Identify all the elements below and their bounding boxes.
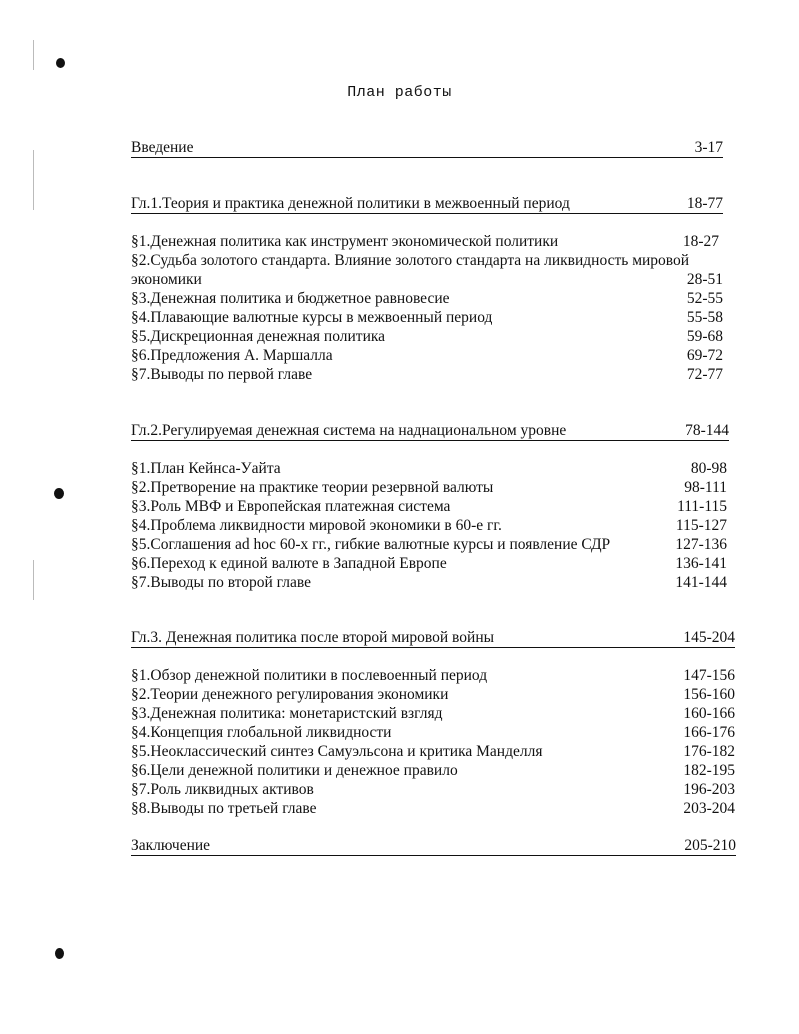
toc-pages: 69-72 [686, 347, 723, 364]
toc-label: Введение [131, 139, 194, 156]
toc-label: §4.Плавающие валютные курсы в межвоенный период [131, 309, 493, 326]
toc-conclusion [131, 836, 736, 856]
scan-edge-mark [33, 40, 34, 70]
toc-section [131, 516, 727, 535]
toc-chapter-3 [131, 628, 735, 648]
toc-pages: 176-182 [683, 743, 735, 760]
toc-pages: 59-68 [686, 328, 723, 345]
toc-section [131, 723, 735, 742]
toc-section [131, 554, 727, 573]
toc-pages: 141-144 [675, 574, 727, 591]
toc-label: §5.Соглашения ad hoc 60-х гг., гибкие валютные курсы и появление СДР [131, 536, 611, 553]
toc-pages: 182-195 [683, 762, 735, 779]
toc-label: Гл.1.Теория и практика денежной политики в межвоенный период [131, 195, 570, 212]
toc-label: §4.Концепция глобальной ликвидности [131, 724, 392, 741]
toc-pages: 55-58 [686, 309, 723, 326]
toc-label: §8.Выводы по третьей главе [131, 800, 317, 817]
toc-pages: 80-98 [690, 460, 727, 477]
toc-pages: 111-115 [677, 498, 727, 515]
punch-hole-icon [55, 948, 64, 959]
toc-label: §5.Неоклассический синтез Самуэльсона и критика Манделля [131, 743, 543, 760]
toc-label: §7.Выводы по первой главе [131, 366, 313, 383]
toc-chapter-2 [131, 421, 729, 441]
scan-edge-mark [33, 150, 34, 210]
punch-hole-icon [54, 488, 64, 499]
toc-pages: 52-55 [686, 290, 723, 307]
toc-section [131, 346, 723, 365]
toc-label: §7.Выводы по второй главе [131, 574, 311, 591]
toc-section [131, 289, 723, 308]
toc-pages: 136-141 [675, 555, 727, 572]
toc-section [131, 251, 727, 270]
toc-section [131, 666, 735, 685]
toc-label: §2.Претворение на практике теории резервной валюты [131, 479, 494, 496]
toc-label: §2.Судьба золотого стандарта. Влияние золотого стандарта на ликвидность мировой [131, 252, 690, 269]
toc-label: §4.Проблема ликвидности мировой экономики в 60-е гг. [131, 517, 502, 534]
toc-pages: 196-203 [683, 781, 735, 798]
toc-label: Заключение [131, 837, 211, 854]
toc-intro [131, 138, 723, 158]
toc-label: §6.Цели денежной политики и денежное правило [131, 762, 458, 779]
toc-pages: 156-160 [683, 686, 735, 703]
punch-hole-icon [56, 58, 65, 68]
toc-section [131, 780, 735, 799]
toc-pages: 18-77 [686, 195, 723, 212]
toc-pages: 72-77 [686, 366, 723, 383]
toc-pages: 147-156 [683, 667, 735, 684]
toc-pages: 98-111 [684, 479, 727, 496]
page-title: План работы [347, 84, 452, 101]
toc-section [131, 573, 727, 592]
toc-section [131, 308, 723, 327]
toc-label: §3.Роль МВФ и Европейская платежная система [131, 498, 451, 515]
toc-label: §5.Дискреционная денежная политика [131, 328, 386, 345]
toc-section [131, 685, 735, 704]
toc-section [131, 761, 735, 780]
toc-section [131, 478, 727, 497]
toc-label: §1.План Кейнса-Уайта [131, 460, 281, 477]
toc-chapter-1 [131, 194, 723, 214]
toc-pages: 203-204 [683, 800, 735, 817]
toc-pages: 28-51 [686, 271, 723, 288]
toc-pages: 127-136 [675, 536, 727, 553]
toc-pages: 3-17 [694, 139, 723, 156]
toc-section [131, 327, 723, 346]
toc-label: §7.Роль ликвидных активов [131, 781, 314, 798]
toc-pages: 166-176 [683, 724, 735, 741]
toc-label: §1.Денежная политика как инструмент экономической политики [131, 233, 559, 250]
toc-section [131, 232, 719, 251]
toc-section [131, 459, 727, 478]
toc-pages: 205-210 [684, 837, 736, 854]
toc-label: §6.Предложения А. Маршалла [131, 347, 333, 364]
toc-label: §6.Переход к единой валюте в Западной Европе [131, 555, 447, 572]
toc-pages: 78-144 [685, 422, 729, 439]
toc-label: §3.Денежная политика и бюджетное равновесие [131, 290, 450, 307]
toc-pages: 115-127 [675, 517, 727, 534]
toc-section [131, 497, 727, 516]
toc-label: Гл.2.Регулируемая денежная система на наднациональном уровне [131, 422, 567, 439]
toc-label: Гл.3. Денежная политика после второй мировой войны [131, 629, 495, 646]
toc-label: §1.Обзор денежной политики в послевоенный период [131, 667, 488, 684]
toc-section [131, 365, 723, 384]
toc-section [131, 535, 727, 554]
toc-section [131, 270, 723, 289]
toc-section [131, 704, 735, 723]
toc-label: экономики [131, 271, 202, 288]
toc-section [131, 799, 735, 818]
toc-label: §3.Денежная политика: монетаристский взгляд [131, 705, 443, 722]
toc-section [131, 742, 735, 761]
scan-edge-mark [33, 560, 34, 600]
toc-pages: 145-204 [683, 629, 735, 646]
toc-label: §2.Теории денежного регулирования экономики [131, 686, 449, 703]
toc-pages: 18-27 [682, 233, 719, 250]
toc-pages: 160-166 [683, 705, 735, 722]
